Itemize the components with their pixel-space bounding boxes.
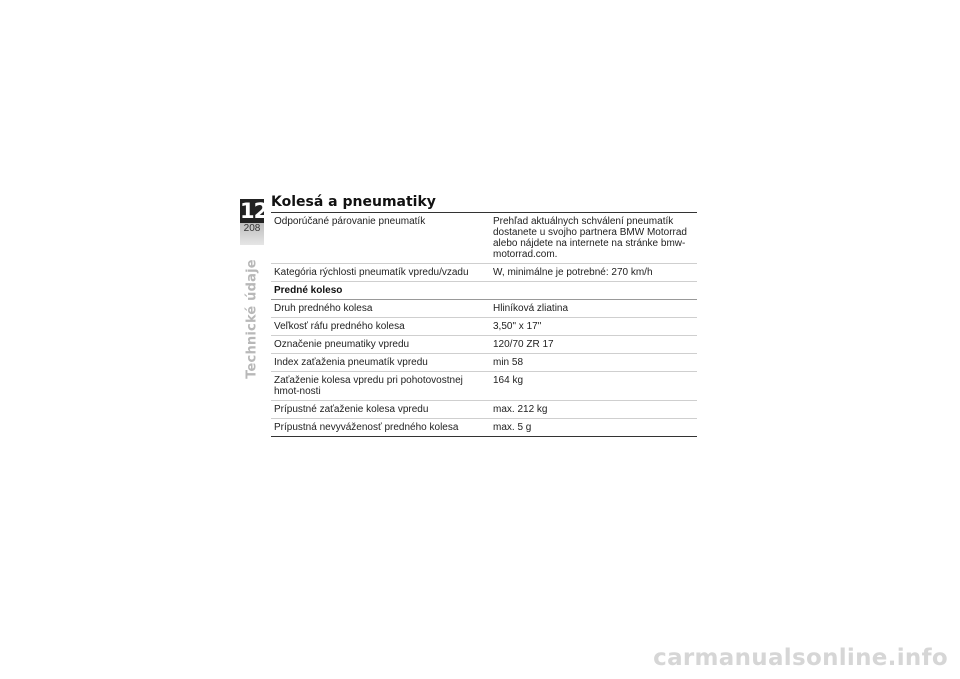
table-row	[271, 300, 697, 318]
spec-value: 120/70 ZR 17	[490, 336, 697, 354]
spec-label: Veľkosť ráfu predného kolesa	[271, 318, 490, 336]
chapter-label: Technické údaje	[244, 259, 260, 379]
page-number: 208	[240, 223, 264, 245]
spec-value: max. 5 g	[490, 419, 697, 437]
table-row	[271, 372, 697, 401]
spec-value: max. 212 kg	[490, 401, 697, 419]
spec-label: Kategória rýchlosti pneumatík vpredu/vzadu	[271, 264, 490, 282]
spec-value: W, minimálne je potrebné: 270 km/h	[490, 264, 697, 282]
spec-table	[271, 212, 697, 437]
table-row	[271, 318, 697, 336]
spec-value: 3,50" x 17"	[490, 318, 697, 336]
chapter-tab	[240, 199, 268, 245]
spec-value: min 58	[490, 354, 697, 372]
table-row	[271, 264, 697, 282]
group-title: Predné koleso	[271, 282, 697, 300]
spec-label: Označenie pneumatiky vpredu	[271, 336, 490, 354]
table-row	[271, 401, 697, 419]
table-row	[271, 354, 697, 372]
spec-label: Zaťaženie kolesa vpredu pri pohotovostnej hmot-nosti	[271, 372, 490, 401]
watermark: carmanualsonline.info	[653, 645, 948, 671]
chapter-number: 12	[240, 199, 268, 223]
spec-value: 164 kg	[490, 372, 697, 401]
spec-value: Hliníková zliatina	[490, 300, 697, 318]
spec-label: Index zaťaženia pneumatík vpredu	[271, 354, 490, 372]
spec-value: Prehľad aktuálnych schválení pneumatík dostanete u svojho partnera BMW Motorrad alebo nájdete na internete na stránke bmw-motorrad.com.	[490, 213, 697, 264]
spec-label: Odporúčané párovanie pneumatík	[271, 213, 490, 264]
section-title: Kolesá a pneumatiky	[271, 194, 436, 210]
spec-label: Prípustná nevyváženosť predného kolesa	[271, 419, 490, 437]
table-row	[271, 419, 697, 437]
group-header-row	[271, 282, 697, 300]
table-row	[271, 336, 697, 354]
table-row	[271, 213, 697, 264]
spec-label: Druh predného kolesa	[271, 300, 490, 318]
spec-label: Prípustné zaťaženie kolesa vpredu	[271, 401, 490, 419]
